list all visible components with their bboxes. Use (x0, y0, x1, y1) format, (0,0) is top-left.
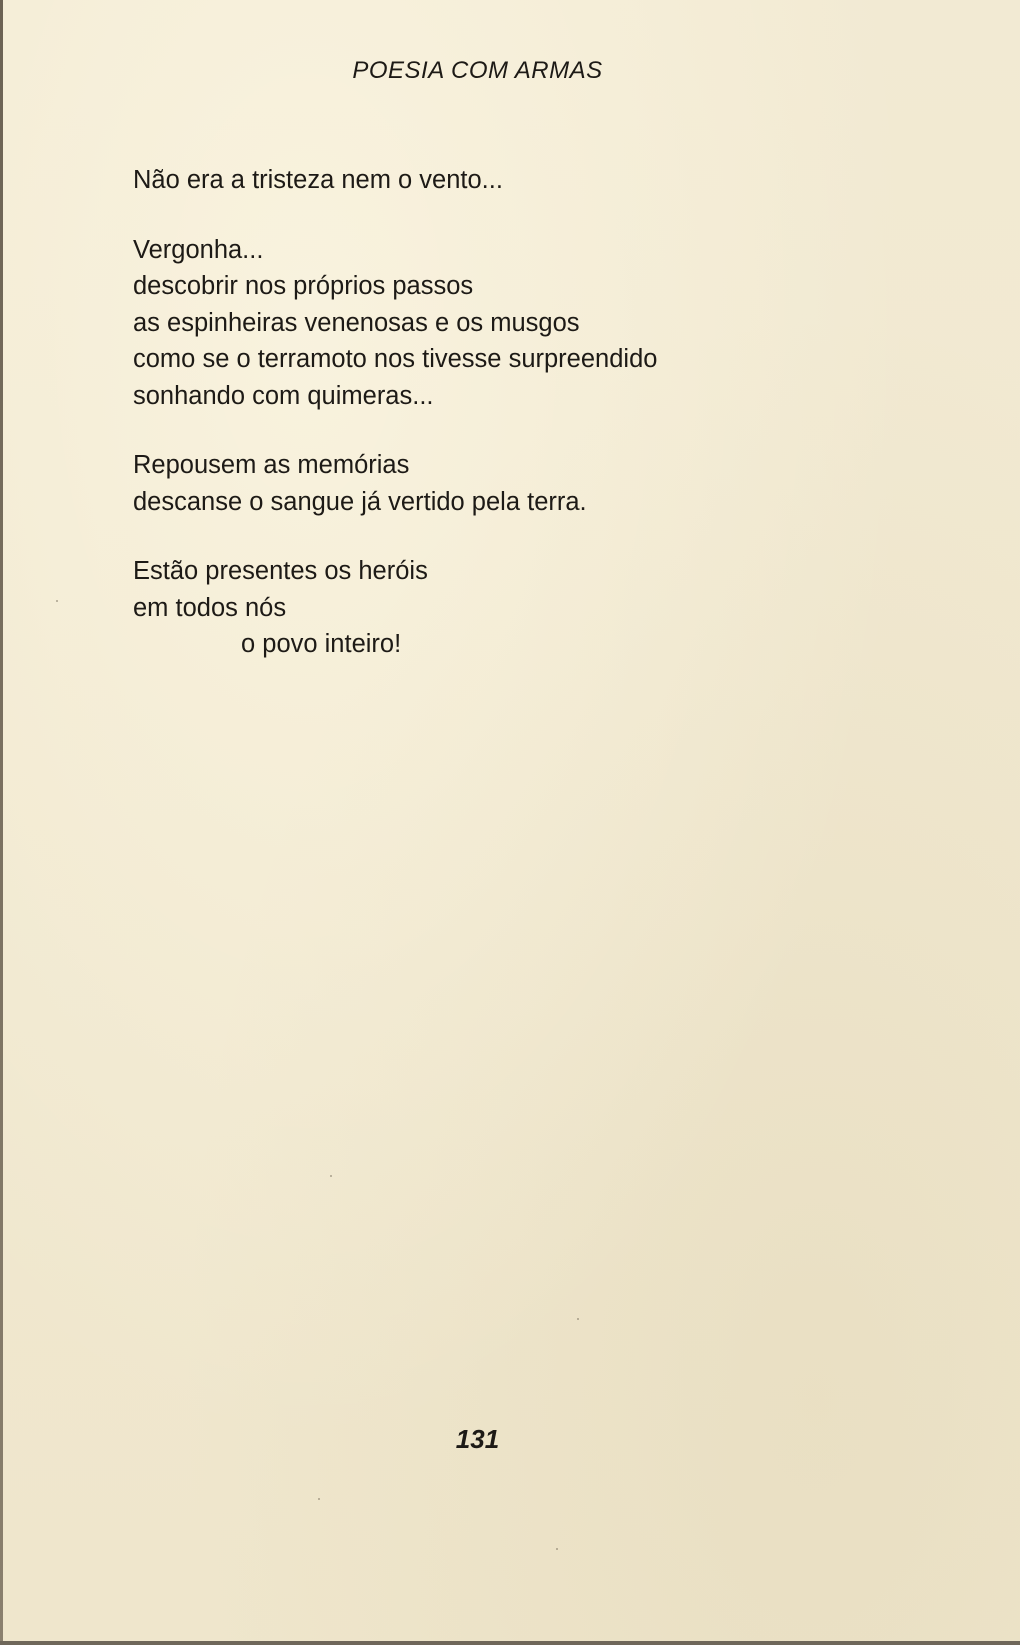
paper-speck (556, 1548, 558, 1550)
poem-line: descanse o sangue já vertido pela terra. (133, 487, 587, 516)
poem-line: o povo inteiro! (241, 630, 402, 658)
page-bottom-edge (0, 1641, 1020, 1645)
poem-line: Repousem as memórias (133, 451, 410, 479)
poem-line: Não era a tristeza nem o vento... (133, 166, 503, 194)
paper-speck (318, 1498, 320, 1500)
paper-speck (577, 1318, 579, 1320)
poem-line: as espinheiras venenosas e os musgos (133, 308, 580, 337)
paper-speck (330, 1175, 332, 1177)
paper-speck (56, 600, 58, 602)
stanza-3 (133, 447, 833, 520)
running-title: POESIA COM ARMAS (352, 57, 603, 84)
poem-line: como se o terramoto nos tivesse surpreendido (133, 345, 658, 373)
stanza-2 (133, 232, 833, 415)
poem-line: em todos nós (133, 593, 287, 622)
poem-body (133, 162, 833, 663)
page-number: 131 (455, 1424, 500, 1454)
poem-line: sonhando com quimeras... (133, 381, 434, 410)
poem-line: descobrir nos próprios passos (133, 272, 474, 300)
poem-line: Estão presentes os heróis (133, 557, 428, 585)
stanza-1 (133, 162, 833, 199)
page-left-edge (0, 0, 3, 1645)
stanza-4 (133, 553, 833, 663)
poem-line: Vergonha... (133, 235, 264, 264)
